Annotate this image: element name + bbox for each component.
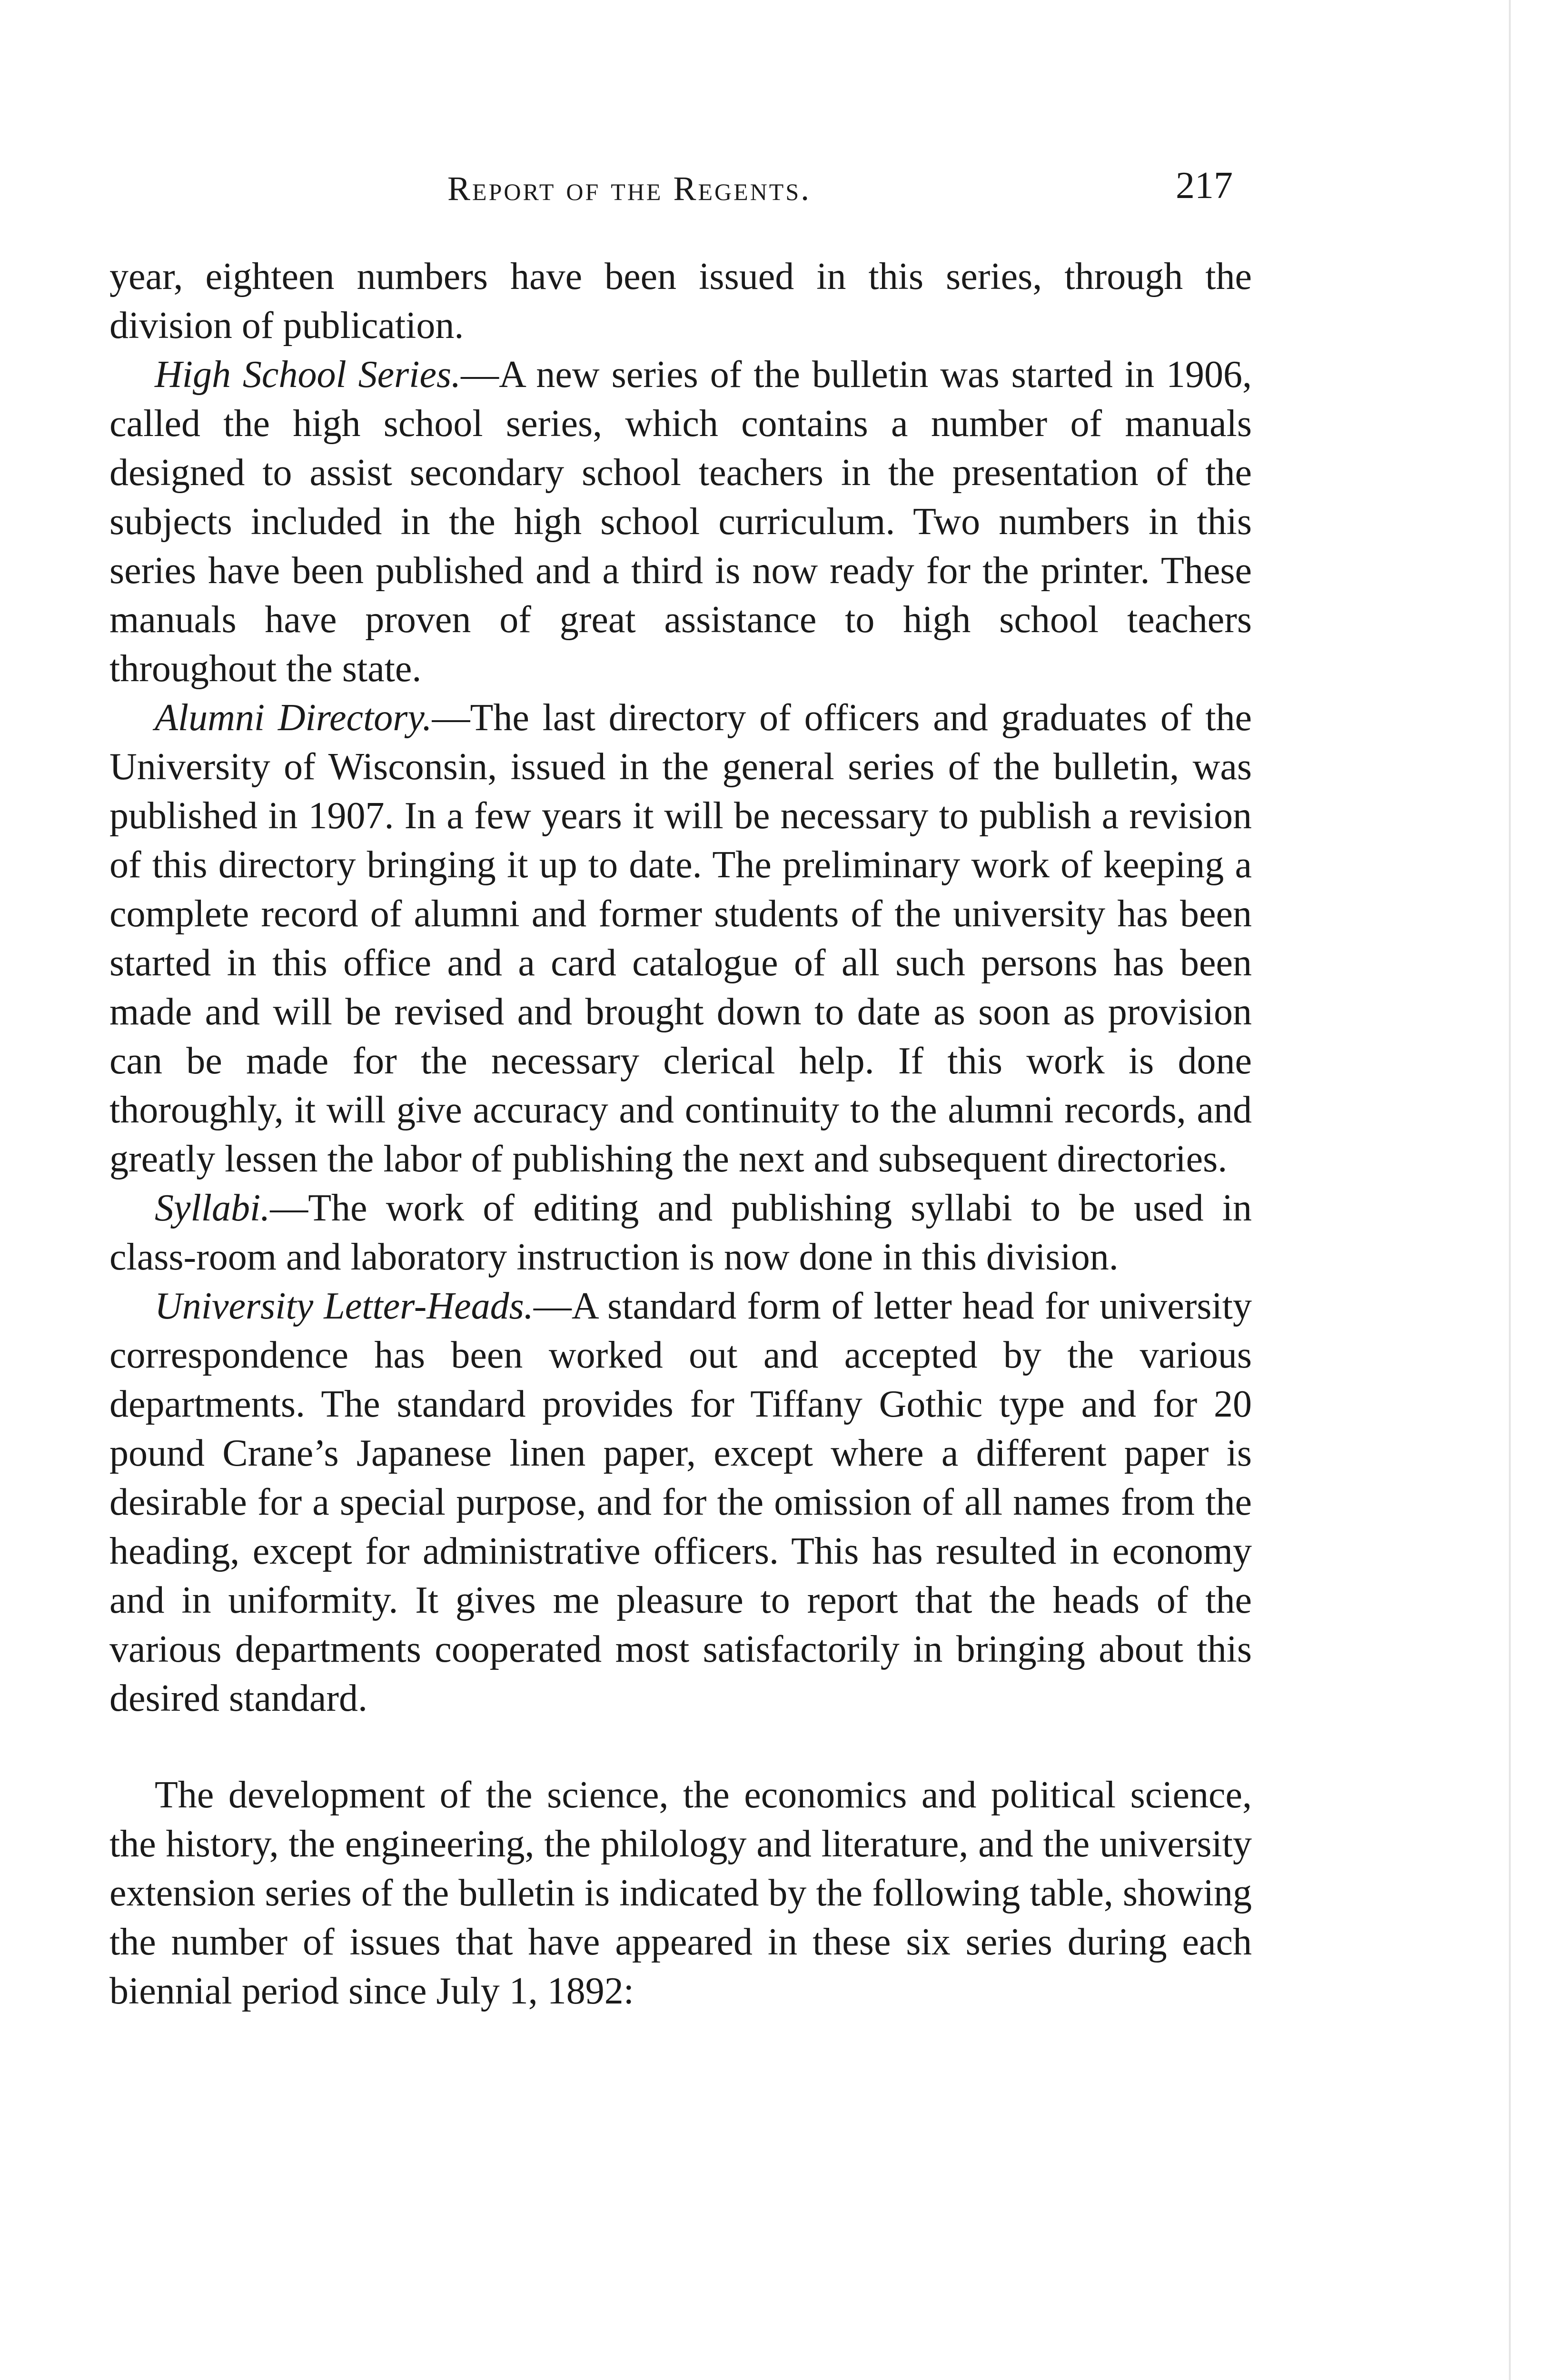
paragraph-bulletin-development bbox=[109, 1771, 1252, 2016]
paragraph-text: —The work of editing and publishing syllabi to be used in class-room and laboratory instruction is now done in this division. bbox=[109, 1187, 1252, 1278]
run-in-heading: Syllabi. bbox=[155, 1187, 270, 1229]
paragraph-text: The development of the science, the economics and political science, the history, the engineering, the philology and literature, and the university extension series of the bulletin is indicated by the following table, showing the number of issues that have appeared in these six series during each biennial period since July 1, 1892: bbox=[109, 1774, 1252, 2012]
paragraph-text: year, eighteen numbers have been issued in this series, through the division of publication. bbox=[109, 256, 1252, 347]
paragraph-syllabi bbox=[109, 1184, 1252, 1282]
paragraph-high-school-series bbox=[109, 350, 1252, 694]
run-in-heading: High School Series. bbox=[155, 354, 461, 396]
paragraph-university-letter-heads bbox=[109, 1282, 1252, 1723]
run-in-heading: Alumni Directory. bbox=[155, 697, 432, 739]
run-in-heading: University Letter-Heads. bbox=[155, 1285, 534, 1327]
paragraph-continuation bbox=[109, 252, 1252, 350]
page-number: 217 bbox=[1176, 165, 1233, 207]
running-head: Report of the Regents. bbox=[447, 169, 812, 208]
body-text bbox=[109, 252, 1252, 2016]
paragraph-alumni-directory bbox=[109, 694, 1252, 1184]
paragraph-text: —A standard form of letter head for university correspondence has been worked out and accepted by the various departments. The standard provides for Tiffany Gothic type and for 20 pound Crane’s Japanese linen paper, except where a different paper is desirable for a special purpose, and for the omission of all names from the heading, except for administrative officers. This has resulted in economy and in uniformity. It gives me pleasure to report that the heads of the various departments cooperated most satisfactorily in bringing about this desired standard. bbox=[109, 1285, 1252, 1719]
paragraph-text: —A new series of the bulletin was started in 1906, called the high school series, which contains a number of manuals designed to assist secondary school teachers in the presentation of the subjects included in the high school curriculum. Two numbers in this series have been published and a third is now ready for the printer. These manuals have proven of great assistance to high school teachers throughout the state. bbox=[109, 354, 1252, 690]
paragraph-text: —The last directory of officers and graduates of the University of Wisconsin, issued in the general series of the bulletin, was published in 1907. In a few years it will be necessary to publish a revision of this directory bringing it up to date. The preliminary work of keeping a complete record of alumni and former students of the university has been started in this office and a card catalogue of all such persons has been made and will be revised and brought down to date as soon as provision can be made for the necessary clerical help. If this work is done thoroughly, it will give accuracy and continuity to the alumni records, and greatly lessen the labor of publishing the next and subsequent directories. bbox=[109, 697, 1252, 1180]
page-edge-shadow bbox=[1509, 0, 1511, 2380]
